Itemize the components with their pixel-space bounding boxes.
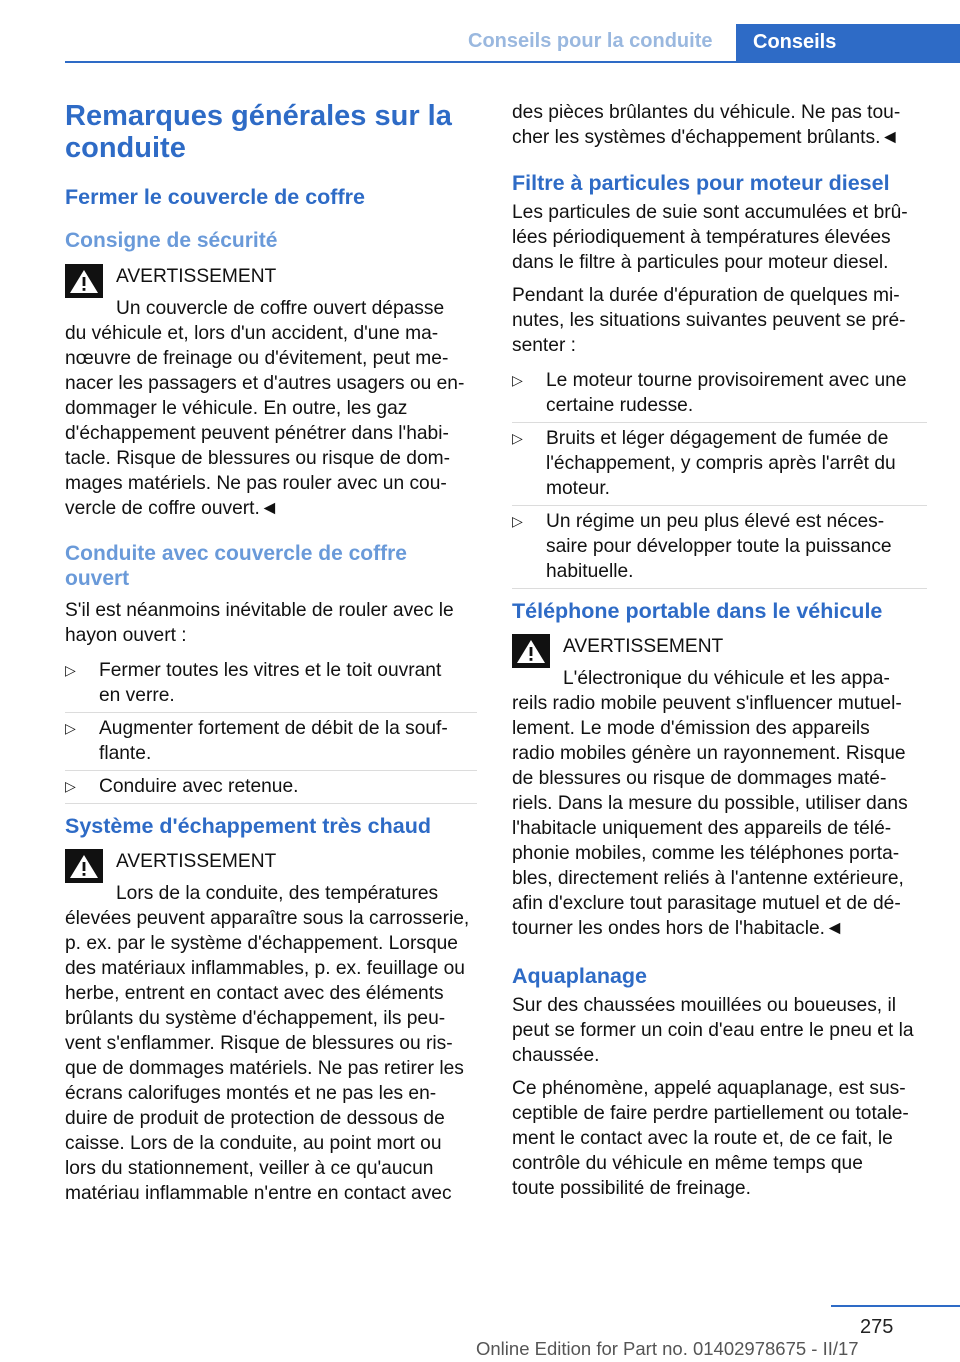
warning-text: L'électronique du véhicule et les appa- reils radio mobile peuvent s'influencer mutuel- lement. Le mode d'émission des appareils radio mobiles génère un rayonnement. Risque de blessures ou risque de dommages maté- riels. Dans la mesure du possible, utiliser dans l'habitacle uniquement des appareils de télé- phonie mobiles, comme les téléphones porta- bles, directement reliés à l'antenne extérieure, afin d'exclure tout parasitage mutuel et de dé- tourner les ondes hors de l'habitacle.◄ [512,668,908,939]
list-item: ▷ Bruits et léger dégagement de fumée de l'échappement, y compris après l'arrêt du moteur. [512,426,927,501]
bullet-list [512,368,927,584]
breadcrumb[interactable]: Conseils pour la conduite [468,30,713,52]
warning-text: Lors de la conduite, des températures élevées peuvent apparaître sous la carrosserie, p. ex. par le système d'échappement. Lorsque des matériaux inflammables, p. ex. feuillage ou herbe, entrent en contact avec des éléments brûlants du système d'échappement, ils peu- vent s'enflammer. Risque de blessures ou ris- que de dommages matériels. Ne pas retirer les écrans calorifuges montés et ne pas les en- duire de produit de protection de dessous de caisse. Lors de la conduite, au point mort ou lors du stationnement, veiller à ce qu'aucun matériau inflammable n'entre en contact avec [65,883,470,1204]
page-number: 275 [860,1316,894,1338]
edition-footer: Online Edition for Part no. 01402978675 - II/17 [476,1338,859,1359]
section-title-mobile-phone: Téléphone portable dans le véhicule [512,599,883,623]
chapter-tab[interactable]: Conseils [736,24,960,62]
paragraph: Pendant la durée d'épuration de quelques mi- nutes, les situations suivantes peuvent se pré- senter : [512,285,906,356]
warning-label: AVERTISSEMENT [116,851,277,872]
warning-block-phone [512,634,927,941]
section-title-diesel-filter: Filtre à particules pour moteur diesel [512,171,890,195]
paragraph: des pièces brûlantes du véhicule. Ne pas tou- cher les systèmes d'échappement brûlants.◄ [512,102,901,148]
list-item: ▷ Un régime un peu plus élevé est néces- saire pour développer toute la puissance habituelle. [512,509,927,584]
header-divider [65,61,960,63]
paragraph: S'il est néanmoins inévitable de rouler avec le hayon ouvert : [65,600,454,646]
bullet-list [65,658,477,799]
footer-divider [831,1305,960,1307]
paragraph: Ce phénomène, appelé aquaplanage, est sus- ceptible de faire perdre partiellement ou totale- ment le contact avec la route et, de ce fait, le contrôle du véhicule en même temps que toute possibilité de freinage. [512,1078,909,1199]
section-title-open-trunk: Conduite avec couvercle de coffre ouvert [65,542,407,590]
left-column [65,100,477,1206]
list-item: ▷ Le moteur tourne provisoirement avec une certaine rudesse. [512,368,927,418]
section-title-aquaplaning: Aquaplanage [512,964,647,988]
warning-triangle-icon [65,264,103,298]
list-item: ▷ Augmenter fortement de débit de la souf- flante. [65,716,477,766]
warning-text: Un couvercle de coffre ouvert dépasse du véhicule et, lors d'un accident, d'une ma- nœuvre de freinage ou d'évitement, peut me- nacer les passagers et d'autres usagers ou en- dommager le véhicule. En outre, les gaz d'échappement peuvent pénétrer dans l'habi- tacle. Risque de blessures ou risque de dom- mages matériels. Ne pas rouler avec un cou- vercle de coffre ouvert.◄ [65,298,465,519]
warning-block-exhaust [65,849,477,1206]
safety-note-heading: Consigne de sécurité [65,229,278,252]
warning-triangle-icon [512,634,550,668]
warning-block-trunk [65,264,477,521]
list-item: ▷ Conduire avec retenue. [65,774,477,799]
section-title-close-trunk: Fermer le couvercle de coffre [65,185,365,209]
section-title-exhaust: Système d'échappement très chaud [65,814,431,838]
paragraph: Les particules de suie sont accumulées et brû- lées périodiquement à températures élevées dans le filtre à particules pour moteur diesel. [512,202,908,273]
warning-label: AVERTISSEMENT [116,266,277,287]
right-column [512,100,927,1209]
page-title: Remarques générales sur la conduite [65,100,452,164]
list-item: ▷ Fermer toutes les vitres et le toit ouvrant en verre. [65,658,477,708]
paragraph: Sur des chaussées mouillées ou boueuses, il peut se former un coin d'eau entre le pneu et la chaussée. [512,995,914,1066]
warning-label: AVERTISSEMENT [563,636,724,657]
warning-triangle-icon [65,849,103,883]
